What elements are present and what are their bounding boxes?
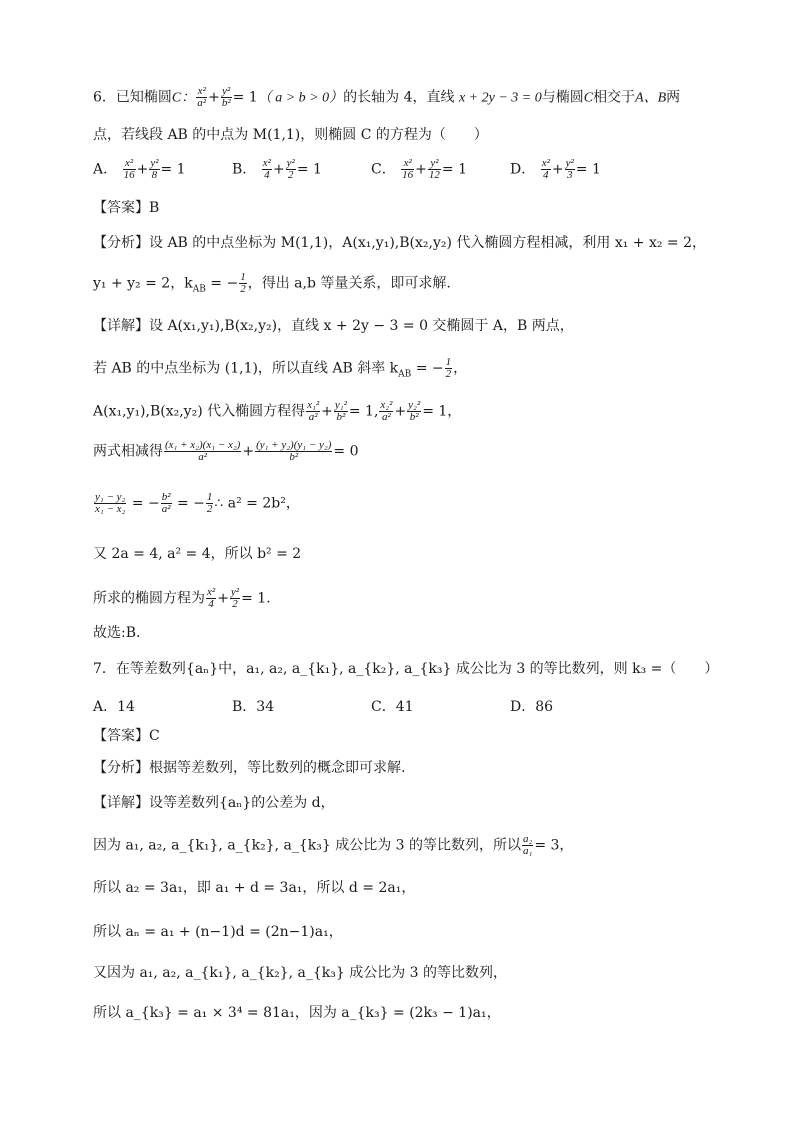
text: 所求的椭圆方程为 — [93, 590, 205, 607]
q6-detail-line2: 若 AB 的中点坐标为 (1,1)，所以直线 AB 斜率 $k_{AB}$ = − $\frac{1}{2}$ ， — [93, 356, 468, 380]
q7-analysis: 【分析】根据等差数列，等比数列的概念即可求解. — [93, 760, 406, 776]
q7-stem: 7．在等差数列{aₙ}中，a₁, a₂, a_{k₁}, a_{k₂}, a_{k₃} 成公比为 3 的等比数列，则 k₃ =（ ） — [93, 661, 719, 677]
text: = 1， — [422, 403, 462, 420]
q7-option-c[interactable] — [371, 696, 414, 716]
fraction-x2-a2: $\frac{\text{x²}}{\text{a²}}$ — [197, 85, 207, 109]
ellipse-label: C — [583, 90, 594, 106]
q7-detail-line1: 【详解】设等差数列{aₙ}的公差为 d， — [93, 795, 335, 811]
text: 若 AB 的中点坐标为 (1,1)，所以直线 AB 斜率 k — [93, 360, 399, 377]
q7-option-d[interactable] — [510, 696, 553, 716]
option-label: A． — [93, 161, 118, 178]
q7-option-b[interactable] — [232, 696, 274, 716]
option-fraction-1: $\frac{\text{x²}}{16}$ — [402, 157, 414, 181]
fraction: $\frac{\text{(y₁ + y₂)(y₁ − y₂)}}{\text{b²}}$ — [256, 439, 332, 463]
fraction: $\frac{\text{x₂²}}{\text{a²}}$ — [380, 399, 393, 423]
q6-detail-line7: 所求的椭圆方程为 $\frac{\text{x²}}{4}$ + $\frac{\text{y²}}{2}$ = 1. — [93, 586, 271, 610]
q7-option-a[interactable] — [93, 696, 135, 716]
q6-stem-text3: 与椭圆 — [541, 89, 584, 106]
option-fraction-2: $\frac{\text{y²}}{2}$ — [286, 157, 295, 181]
q6-stem-line1: 6．已知椭圆C： $\frac{\text{x²}}{\text{a²}}$ + $\frac{\text{y²}}{\text{b²}}$ = 1（ a > b > 0）的长轴为 4，直线 x + 2y − 3 = 0与椭圆C相交于A、B两 — [93, 85, 681, 109]
option-value: 41 — [395, 699, 414, 715]
q6-stem-line2: 点，若线段 AB 的中点为 M(1,1)，则椭圆 C 的方程为（ ） — [93, 127, 488, 143]
q6-option-d[interactable]: D． $\frac{\text{x²}}{4}$ + $\frac{\text{y²}}{3}$ = 1 — [510, 157, 601, 181]
q7-detail-line4: 所以 aₙ = a₁ + (n−1)d = (2n−1)a₁， — [93, 924, 343, 940]
option-fraction-2: $\frac{\text{y²}}{3}$ — [565, 157, 574, 181]
q6-conclusion: 故选:B. — [93, 625, 141, 641]
option-label: C． — [371, 161, 396, 178]
q6-detail-line1: 【详解】设 A(x₁,y₁),B(x₂,y₂)，直线 x + 2y − 3 = 0 交椭圆于 A，B 两点， — [93, 318, 574, 334]
option-fraction-2: $\frac{\text{y²}}{8}$ — [150, 157, 159, 181]
subscript: AB — [192, 284, 206, 295]
q6-option-a[interactable]: A． $\frac{\text{x²}}{16}$ + $\frac{\text{y²}}{8}$ = 1 — [93, 157, 186, 181]
option-label: B． — [232, 699, 257, 715]
text: = 3， — [534, 837, 574, 854]
q7-detail-line5: 又因为 a₁, a₂, a_{k₁}, a_{k₂}, a_{k₃} 成公比为 3 的等比数列， — [93, 965, 507, 981]
option-fraction-2: $\frac{\text{y²}}{12}$ — [428, 157, 440, 181]
option-fraction-1: $\frac{\text{x²}}{4}$ — [262, 157, 271, 181]
line-equation: x + 2y − 3 = 0 — [458, 90, 542, 106]
fraction: $\frac{\text{y₂²}}{\text{b²}}$ — [408, 399, 421, 423]
fraction: $\frac{\text{x₁²}}{\text{a²}}$ — [307, 399, 320, 423]
option-label: C． — [371, 699, 396, 715]
fraction: $\frac{\text{y₁²}}{\text{b²}}$ — [334, 399, 347, 423]
text: = 1, — [348, 403, 379, 420]
q6-stem-text2: 的长轴为 4，直线 — [343, 89, 455, 106]
ellipse-condition: （ a > b > 0） — [257, 90, 344, 106]
q6-answer: 【答案】B — [93, 200, 160, 216]
q6-analysis-line1: 【分析】设 AB 的中点坐标为 M(1,1)，A(x₁,y₁),B(x₂,y₂) 代入椭圆方程相减，利用 x₁ + x₂ = 2， — [93, 235, 707, 251]
text: = 1. — [241, 590, 271, 607]
q6-detail-line5 — [93, 492, 300, 515]
fraction-1-2: $\frac{1}{2}$ — [240, 271, 246, 295]
fraction: $\frac{1}{2}$ — [206, 491, 213, 515]
option-tail: = 1 — [296, 161, 322, 178]
fraction: $\frac{\text{y₁ − y₂}}{\text{x₁ − x₂}}$ — [95, 491, 126, 515]
text: = 0 — [333, 443, 359, 460]
option-label: B． — [232, 161, 257, 178]
subscript: AB — [398, 369, 412, 380]
fraction: $\frac{\text{b²}}{\text{a²}}$ — [161, 491, 171, 515]
q6-detail-line3: A(x₁,y₁),B(x₂,y₂) 代入椭圆方程得 $\frac{\text{x₁²}}{\text{a²}}$ + $\frac{\text{y₁²}}{\text{b²}}$ = 1, $\frac{\text{x₂²}}{\text{a²}}$ + $\frac{\text{y₂²}}{\text{b²}}$ = 1， — [93, 399, 462, 423]
option-label: A． — [93, 699, 118, 715]
q6-detail-line6: 又 2a = 4, a² = 4，所以 b² = 2 — [93, 546, 302, 562]
option-label: D． — [510, 161, 536, 178]
option-label: D． — [510, 699, 536, 715]
option-fraction-1: $\frac{\text{x²}}{4}$ — [541, 157, 550, 181]
q6-analysis-line2 — [93, 272, 451, 299]
q6-option-b[interactable]: B． $\frac{\text{x²}}{4}$ + $\frac{\text{y²}}{2}$ = 1 — [232, 157, 322, 181]
option-tail: = 1 — [160, 161, 186, 178]
q6-option-c[interactable]: C． $\frac{\text{x²}}{16}$ + $\frac{\text{y²}}{12}$ = 1 — [371, 157, 467, 181]
q7-detail-line2 — [93, 834, 573, 857]
option-tail: = 1 — [575, 161, 601, 178]
q6-stem-text: 6．已知椭圆 — [93, 89, 172, 106]
fraction: $\frac{\text{x²}}{4}$ — [207, 586, 216, 610]
q6-stem-text4: 相交于 — [593, 89, 636, 106]
text: = − — [205, 275, 239, 292]
option-value: 14 — [117, 699, 135, 715]
option-tail: = 1 — [441, 161, 467, 178]
text: = − — [172, 495, 205, 512]
q6-detail-line4: 两式相减得 $\frac{\text{(x₁ + x₂)(x₁ − x₂)}}{\text{a²}}$ + $\frac{\text{(y₁ + y₂)(y₁ − y₂)}}{\text{b²}}$ = 0 — [93, 439, 359, 463]
text: = − — [127, 495, 160, 512]
fraction-1-2: $\frac{1}{2}$ — [445, 356, 452, 380]
fraction-y2-b2: $\frac{\text{y²}}{\text{b²}}$ — [221, 85, 231, 109]
points-label: A、B — [635, 90, 667, 106]
q6-stem-text5: 两 — [666, 89, 681, 106]
ellipse-name: C： — [171, 90, 196, 106]
text: ，得出 a,b 等量关系，即可求解. — [247, 275, 451, 292]
text: 因为 a₁, a₂, a_{k₁}, a_{k₂}, a_{k₃} 成公比为 3 的等比数列，所以 — [93, 837, 521, 854]
option-value: 34 — [256, 699, 275, 715]
option-fraction-1: $\frac{\text{x²}}{16}$ — [123, 157, 135, 181]
q7-detail-line6: 所以 a_{k₃} = a₁ × 3⁴ = 81a₁，因为 a_{k₃} = (2k₃ − 1)a₁， — [93, 1005, 501, 1021]
text: y₁ + y₂ = 2，k — [93, 275, 193, 292]
text: A(x₁,y₁),B(x₂,y₂) 代入椭圆方程得 — [93, 403, 306, 420]
q7-answer: 【答案】C — [93, 728, 160, 744]
text: = − — [411, 360, 444, 377]
option-value: 86 — [535, 699, 554, 715]
q7-detail-line3: 所以 a₂ = 3a₁，即 a₁ + d = 3a₁，所以 d = 2a₁， — [93, 880, 416, 896]
fraction: $\frac{\text{a₂}}{\text{a₁}}$ — [523, 833, 533, 857]
text: 两式相减得 — [93, 443, 163, 460]
text: ∴ a² = 2b²， — [214, 495, 300, 512]
fraction: $\frac{\text{y²}}{2}$ — [230, 586, 240, 610]
fraction: $\frac{\text{(x₁ + x₂)(x₁ − x₂)}}{\text{a²}}$ — [165, 439, 241, 463]
